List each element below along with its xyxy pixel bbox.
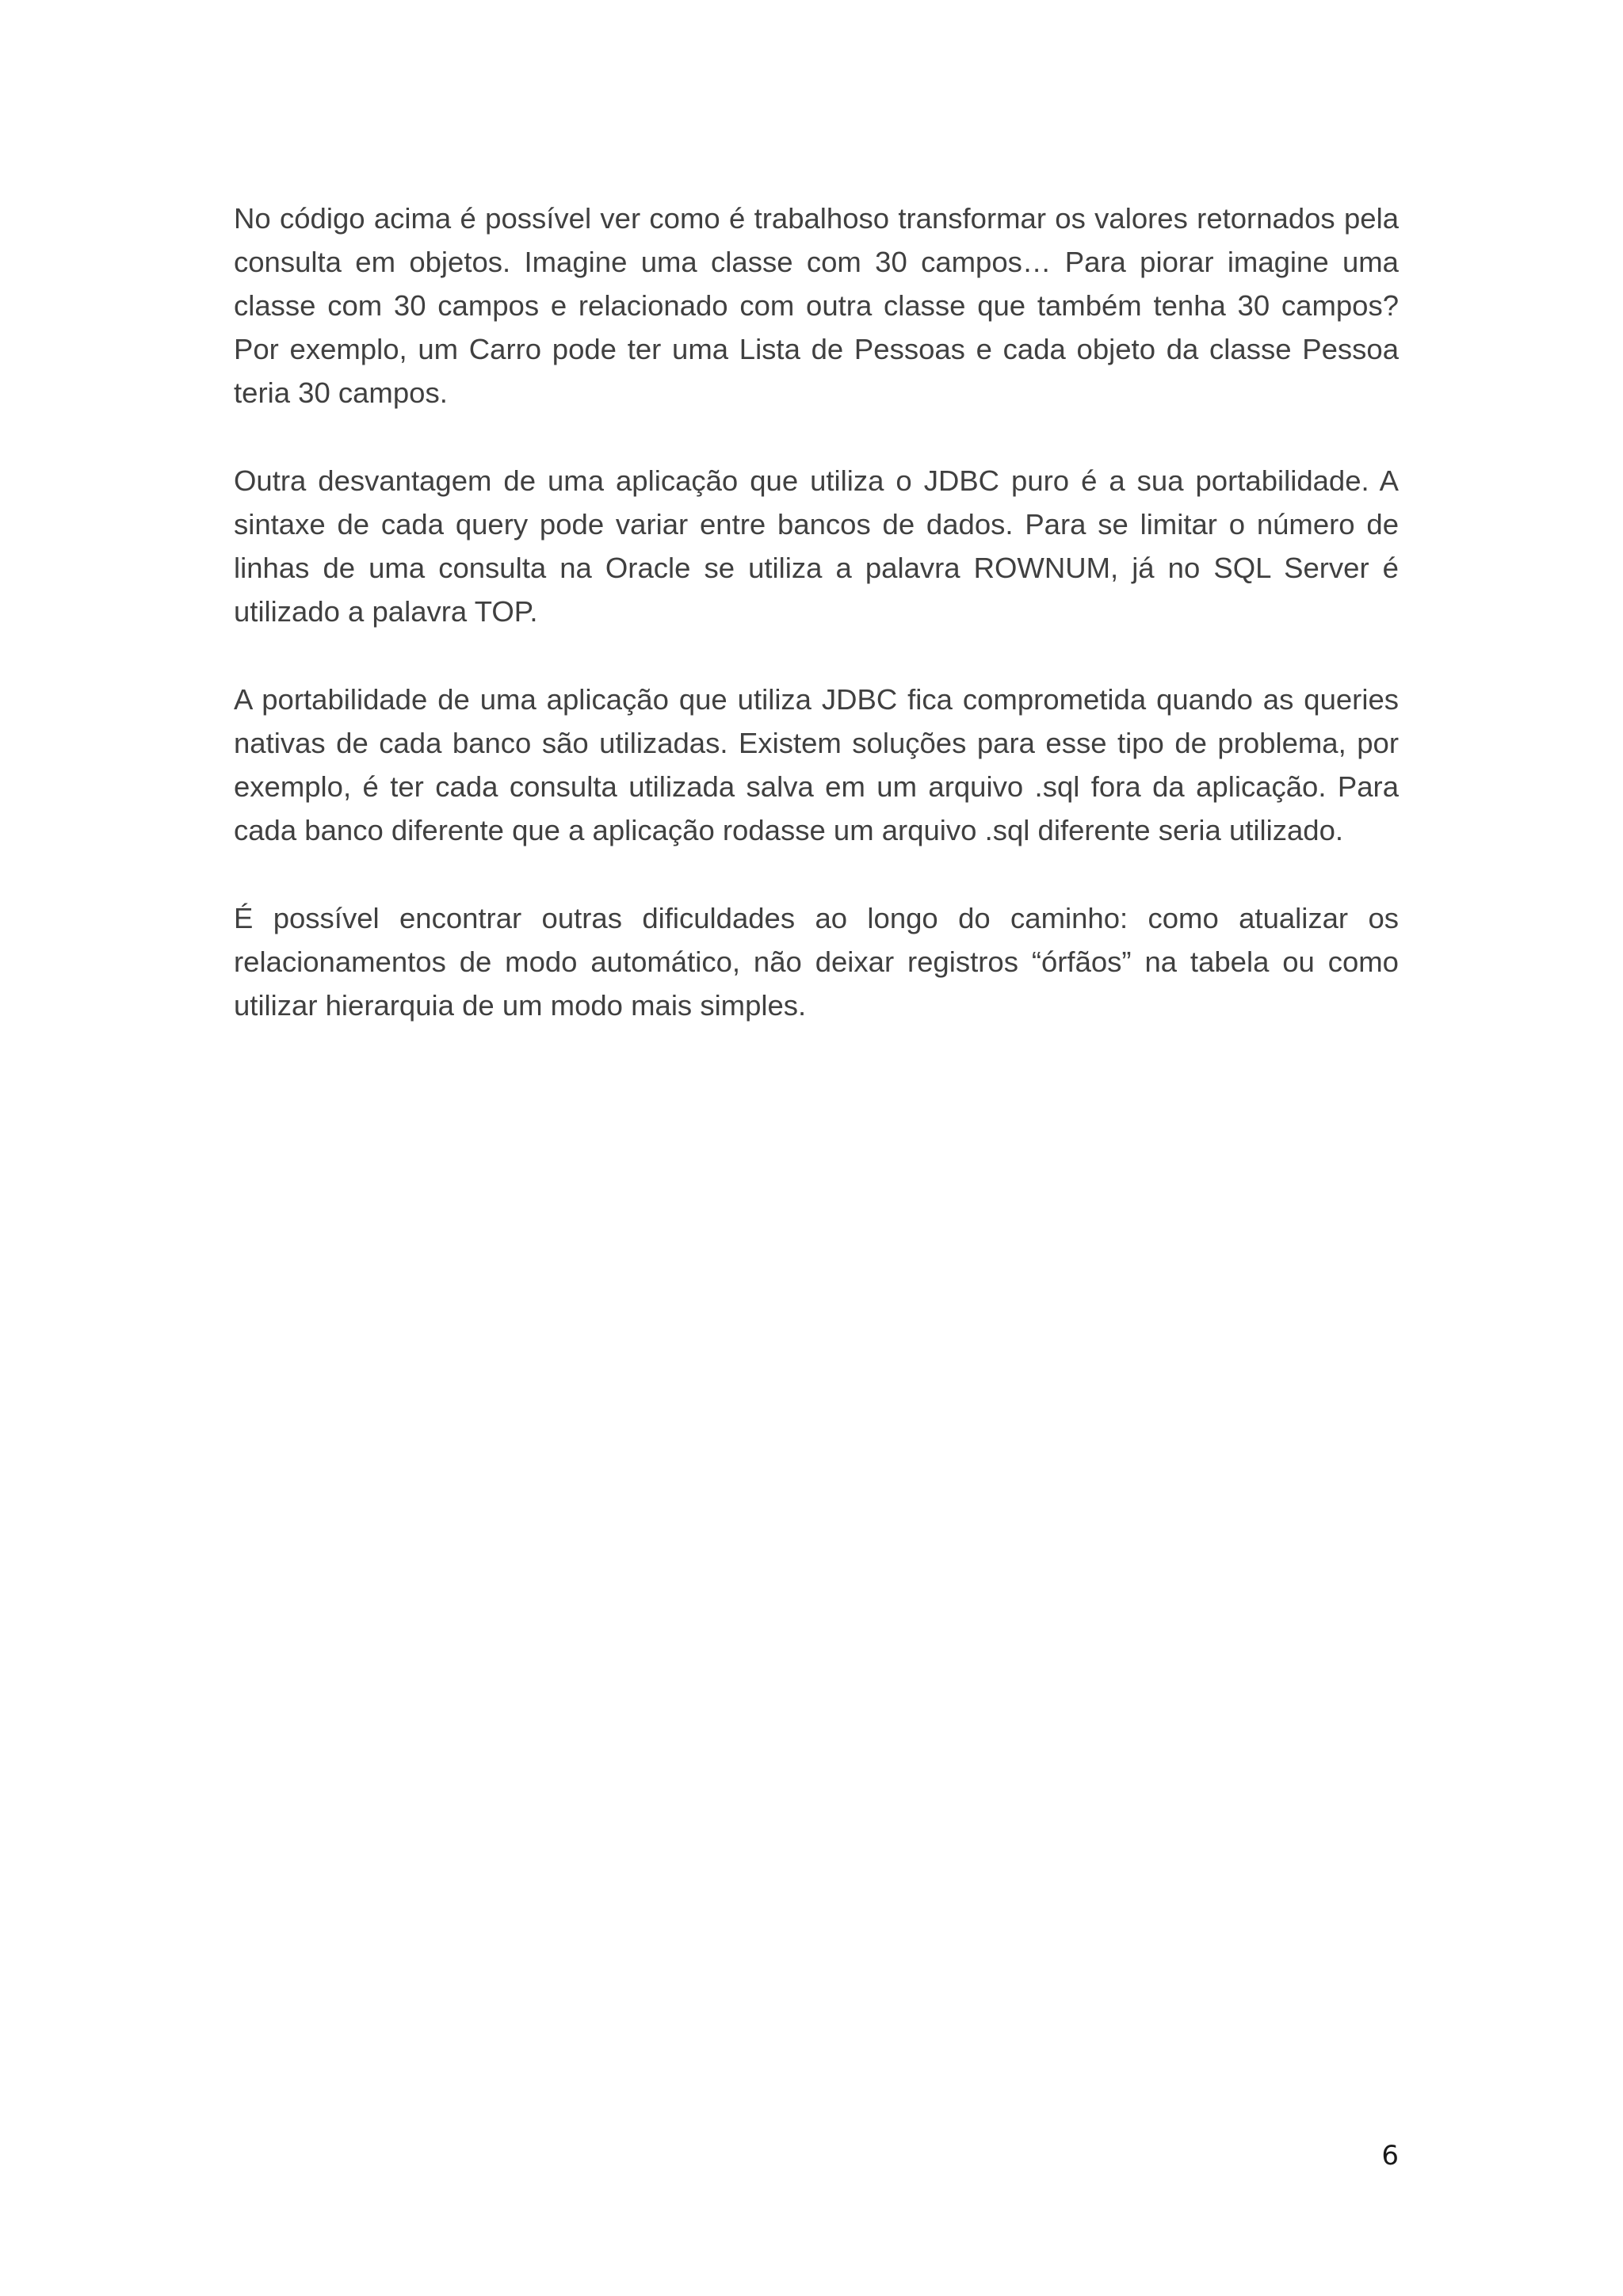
paragraph-portability-syntax: Outra desvantagem de uma aplicação que utiliza o JDBC puro é a sua portabilidade. A sintaxe de cada query pode variar entre bancos de dados. Para se limitar o número de linhas de uma consulta na Oracle se utiliza a palavra ROWNUM, já no SQL Server é utilizado a palavra TOP. — [234, 464, 1399, 628]
paragraph-native-queries: A portabilidade de uma aplicação que utiliza JDBC fica comprometida quando as queries nativas de cada banco são utilizadas. Existem soluções para esse tipo de problema, por exemplo, é ter cada consulta utilizada salva em um arquivo .sql fora da aplicação. Para cada banco diferente que a aplicação rodasse um arquivo .sql diferente seria utilizado. — [234, 683, 1399, 846]
paragraph-object-mapping: No código acima é possível ver como é trabalhoso transformar os valores retornados pela consulta em objetos. Imagine uma classe com 30 campos… Para piorar imagine uma classe com 30 campos e relacionado com outra classe que também tenha 30 campos? Por exemplo, um Carro pode ter uma Lista de Pessoas e cada objeto da classe Pessoa teria 30 campos. — [234, 202, 1399, 409]
page-number: 6 — [1381, 2140, 1399, 2172]
page-body — [234, 197, 1399, 1072]
paragraph-other-difficulties: É possível encontrar outras dificuldades ao longo do caminho: como atualizar os relacionamentos de modo automático, não deixar registros “órfãos” na tabela ou como utilizar hierarquia de um modo mais simples. — [234, 902, 1399, 1022]
